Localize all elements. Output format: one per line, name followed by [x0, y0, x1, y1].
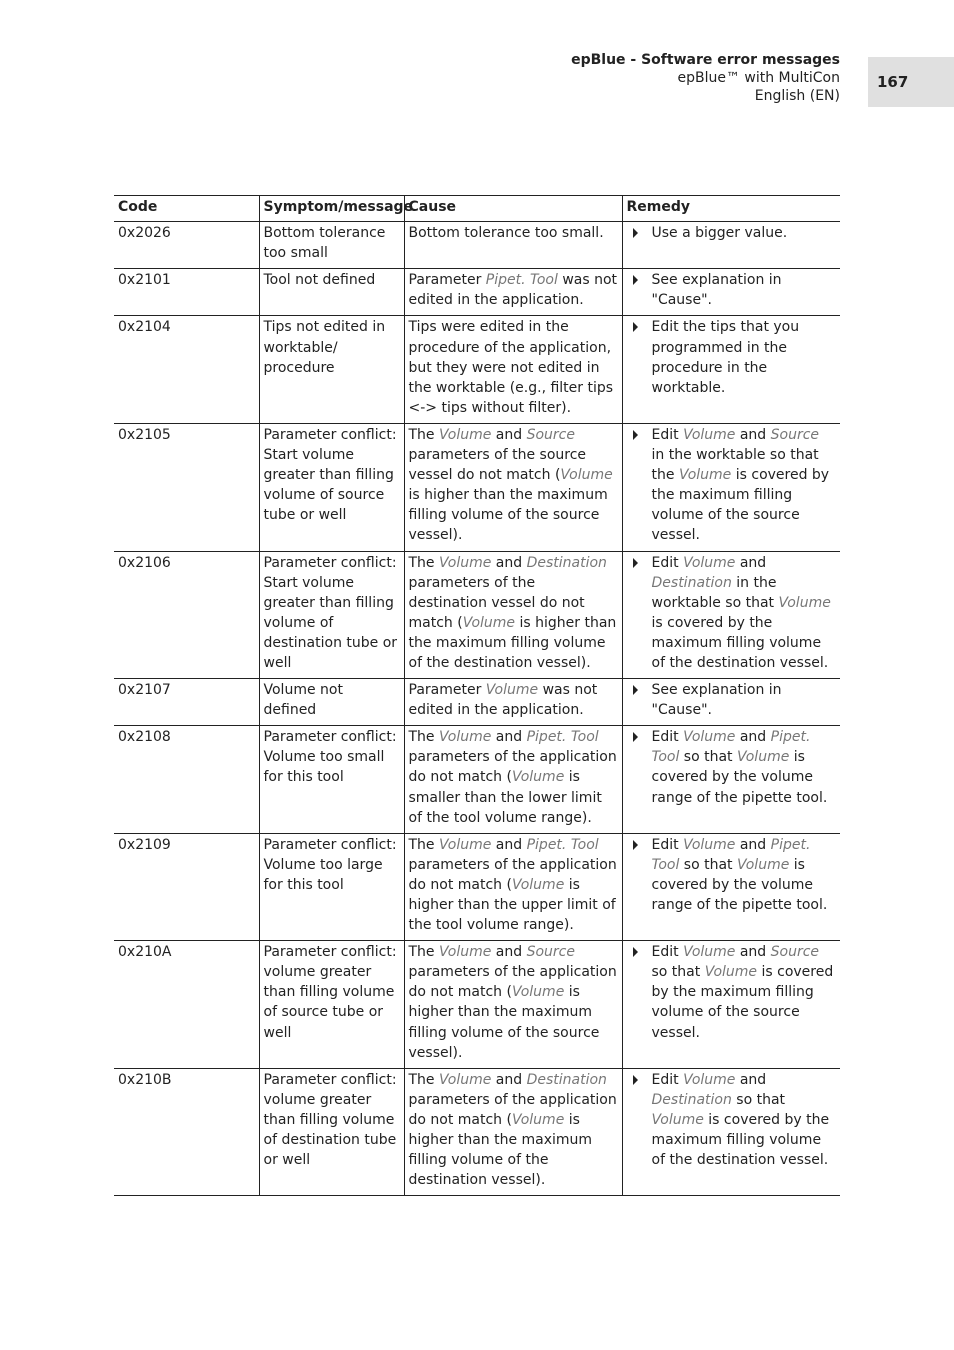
- remedy-text: [652, 553, 837, 674]
- triangle-right-icon: [633, 228, 638, 238]
- cause-text: [404, 423, 622, 551]
- parameter-term: Destination: [526, 554, 607, 571]
- parameter-term: Volume: [736, 749, 790, 766]
- parameter-term: Volume: [683, 1071, 736, 1088]
- remedy-cell: [622, 316, 840, 423]
- remedy-text: [652, 942, 837, 1042]
- column-header-remedy: Remedy: [622, 196, 840, 222]
- symptom-message: Bottom tolerance too small: [259, 222, 404, 269]
- symptom-message: Tips not edited in worktable/ procedure: [259, 316, 404, 423]
- remedy-step: [627, 270, 837, 310]
- remedy-step: [627, 835, 837, 915]
- column-header-code: Code: [114, 196, 259, 222]
- table-row: [114, 316, 840, 423]
- parameter-term: Volume: [683, 836, 736, 853]
- remedy-segment: Use a bigger value.: [651, 225, 788, 242]
- remedy-cell: [622, 941, 840, 1069]
- remedy-segment: is covered by the volume range of the pipette tool.: [651, 749, 828, 806]
- parameter-term: Volume: [678, 467, 732, 484]
- remedy-text: [652, 835, 837, 915]
- cause-text: [404, 941, 622, 1069]
- table-row: [114, 833, 840, 940]
- cause-segment: parameters of the application do not match (: [408, 856, 617, 893]
- remedy-step: [627, 425, 837, 546]
- parameter-term: Pipet. Tool: [526, 729, 599, 746]
- table-row: [114, 941, 840, 1069]
- page-header: [571, 51, 840, 105]
- remedy-segment: and: [735, 944, 771, 961]
- error-code: 0x2108: [114, 726, 259, 833]
- parameter-term: Pipet. Tool: [651, 729, 811, 766]
- remedy-segment: Edit the tips that you programmed in the procedure in the worktable.: [651, 319, 800, 396]
- error-code: 0x2105: [114, 423, 259, 551]
- remedy-segment: and: [735, 426, 771, 443]
- parameter-term: Pipet. Tool: [526, 836, 599, 853]
- triangle-right-icon: [633, 322, 638, 332]
- remedy-step: [627, 553, 837, 674]
- header-language: English (EN): [754, 88, 840, 104]
- cause-text: [404, 222, 622, 269]
- cause-text: [404, 269, 622, 316]
- cause-segment: The: [408, 944, 439, 961]
- cause-segment: and: [491, 1071, 527, 1088]
- remedy-step: [627, 942, 837, 1042]
- table-row: [114, 423, 840, 551]
- remedy-segment: is covered by the maximum filling volume of the source vessel.: [651, 964, 834, 1041]
- cause-text: [404, 316, 622, 423]
- header-title: epBlue - Software error messages: [571, 52, 840, 68]
- error-code: 0x2101: [114, 269, 259, 316]
- symptom-message: Parameter conflict: Volume too small for this tool: [259, 726, 404, 833]
- table-row: [114, 222, 840, 269]
- remedy-text: [652, 1070, 837, 1170]
- parameter-term: Source: [770, 426, 820, 443]
- remedy-cell: [622, 1068, 840, 1196]
- remedy-step: [627, 1070, 837, 1170]
- remedy-segment: so that: [679, 856, 737, 873]
- parameter-term: Source: [526, 426, 575, 443]
- parameter-term: Volume: [439, 729, 492, 746]
- remedy-segment: is covered by the volume range of the pipette tool.: [651, 856, 828, 913]
- cause-segment: The: [408, 836, 439, 853]
- remedy-segment: is covered by the maximum filling volume of the destination vessel.: [651, 1111, 830, 1169]
- cause-segment: and: [491, 836, 527, 853]
- parameter-term: Volume: [704, 964, 758, 981]
- parameter-term: Volume: [485, 682, 539, 699]
- cause-segment: was not edited in the application.: [408, 682, 598, 719]
- parameter-term: Volume: [511, 1111, 565, 1128]
- cause-segment: and: [491, 944, 527, 961]
- parameter-term: Pipet. Tool: [485, 272, 558, 289]
- remedy-segment: in the worktable so that the: [651, 447, 819, 484]
- parameter-term: Volume: [651, 1111, 704, 1128]
- remedy-segment: and: [735, 729, 771, 746]
- remedy-segment: Edit: [651, 1071, 684, 1088]
- error-code: 0x2106: [114, 551, 259, 679]
- cause-segment: parameters of the destination vessel do not match (: [408, 574, 585, 631]
- column-header-symptom: Symptom/message: [259, 196, 404, 222]
- remedy-segment: is covered by the maximum filling volume of the destination vessel.: [651, 614, 829, 671]
- cause-segment: and: [491, 554, 527, 571]
- parameter-term: Volume: [778, 594, 831, 611]
- parameter-term: Pipet. Tool: [651, 836, 811, 873]
- remedy-segment: is covered by the maximum filling volume of the source vessel.: [651, 467, 830, 544]
- symptom-message: Parameter conflict: Start volume greater than filling volume of source tube or well: [259, 423, 404, 551]
- cause-segment: The: [408, 729, 439, 746]
- remedy-segment: Edit: [651, 554, 684, 571]
- parameter-term: Volume: [511, 984, 565, 1001]
- symptom-message: Parameter conflict: Start volume greater than filling volume of destination tube or well: [259, 551, 404, 679]
- cause-segment: parameters of the application do not match (: [408, 964, 617, 1001]
- remedy-segment: so that: [679, 749, 737, 766]
- cause-segment: parameters of the application do not match (: [408, 1091, 617, 1128]
- parameter-term: Source: [770, 944, 820, 961]
- error-code: 0x2107: [114, 679, 259, 726]
- page-number: 167: [877, 73, 909, 91]
- cause-text: [404, 679, 622, 726]
- cause-segment: Parameter: [408, 682, 486, 699]
- remedy-segment: See explanation in "Cause".: [651, 682, 782, 719]
- remedy-step: [627, 727, 837, 807]
- parameter-term: Volume: [511, 769, 565, 786]
- cause-text: [404, 726, 622, 833]
- error-code: 0x210A: [114, 941, 259, 1069]
- remedy-segment: in the worktable so that: [651, 574, 779, 611]
- symptom-message: Parameter conflict: volume greater than filling volume of source tube or well: [259, 941, 404, 1069]
- triangle-right-icon: [633, 275, 638, 285]
- parameter-term: Volume: [439, 944, 492, 961]
- remedy-step: [627, 223, 837, 243]
- symptom-message: Tool not defined: [259, 269, 404, 316]
- parameter-term: Destination: [651, 1091, 732, 1108]
- remedy-cell: [622, 423, 840, 551]
- remedy-segment: Edit: [651, 944, 684, 961]
- remedy-segment: Edit: [651, 836, 684, 853]
- error-code: 0x2109: [114, 833, 259, 940]
- table-header-row: [114, 196, 840, 222]
- cause-segment: and: [491, 729, 527, 746]
- parameter-term: Volume: [439, 426, 492, 443]
- parameter-term: Destination: [526, 1071, 607, 1088]
- remedy-step: [627, 317, 837, 397]
- parameter-term: Volume: [439, 1071, 492, 1088]
- remedy-segment: and: [735, 1071, 767, 1088]
- error-code: 0x2104: [114, 316, 259, 423]
- remedy-text: [652, 270, 837, 310]
- cause-segment: Bottom tolerance too small.: [408, 225, 604, 242]
- remedy-cell: [622, 551, 840, 679]
- remedy-segment: and: [735, 554, 767, 571]
- remedy-text: [652, 680, 837, 720]
- parameter-term: Volume: [683, 426, 736, 443]
- triangle-right-icon: [633, 685, 638, 695]
- remedy-segment: and: [735, 836, 771, 853]
- cause-segment: is smaller than the lower limit of the tool volume range).: [408, 769, 602, 826]
- triangle-right-icon: [633, 1075, 638, 1085]
- remedy-segment: See explanation in "Cause".: [651, 272, 782, 309]
- cause-segment: is higher than the upper limit of the tool volume range).: [408, 876, 616, 934]
- remedy-cell: [622, 269, 840, 316]
- cause-segment: is higher than the maximum filling volume of the destination vessel).: [408, 614, 617, 671]
- triangle-right-icon: [633, 840, 638, 850]
- cause-segment: and: [491, 426, 527, 443]
- remedy-cell: [622, 833, 840, 940]
- cause-segment: is higher than the maximum filling volume of the source vessel).: [408, 984, 600, 1061]
- parameter-term: Volume: [511, 876, 565, 893]
- remedy-segment: Edit: [651, 426, 684, 443]
- table-body: [114, 222, 840, 1196]
- table-row: [114, 269, 840, 316]
- remedy-cell: [622, 222, 840, 269]
- cause-segment: Tips were edited in the procedure of the application, but they were not edited in the worktable (e.g., filter tips <-> tips without filter).: [408, 319, 614, 416]
- cause-segment: The: [408, 554, 439, 571]
- remedy-segment: so that: [651, 964, 705, 981]
- triangle-right-icon: [633, 430, 638, 440]
- cause-segment: Parameter: [408, 272, 486, 289]
- table-row: [114, 679, 840, 726]
- remedy-segment: Edit: [651, 729, 684, 746]
- parameter-term: Volume: [683, 729, 736, 746]
- symptom-message: Volume not defined: [259, 679, 404, 726]
- parameter-term: Volume: [462, 614, 516, 631]
- error-messages-table: [114, 195, 840, 1196]
- header-subtitle: epBlue™ with MultiCon: [677, 70, 840, 86]
- triangle-right-icon: [633, 947, 638, 957]
- remedy-text: [652, 223, 837, 243]
- symptom-message: Parameter conflict: Volume too large for this tool: [259, 833, 404, 940]
- remedy-text: [652, 727, 837, 807]
- triangle-right-icon: [633, 558, 638, 568]
- remedy-cell: [622, 679, 840, 726]
- symptom-message: Parameter conflict: volume greater than filling volume of destination tube or well: [259, 1068, 404, 1196]
- cause-segment: parameters of the source vessel do not match (: [408, 447, 587, 484]
- parameter-term: Volume: [560, 467, 613, 484]
- remedy-segment: so that: [731, 1091, 786, 1108]
- table-row: [114, 1068, 840, 1196]
- cause-segment: The: [408, 426, 439, 443]
- parameter-term: Source: [526, 944, 575, 961]
- table-row: [114, 726, 840, 833]
- cause-segment: was not edited in the application.: [408, 272, 618, 309]
- page-number-box: [868, 57, 954, 107]
- remedy-text: [652, 425, 837, 546]
- remedy-step: [627, 680, 837, 720]
- remedy-text: [652, 317, 837, 397]
- cause-segment: The: [408, 1071, 439, 1088]
- table-row: [114, 551, 840, 679]
- column-header-cause: Cause: [404, 196, 622, 222]
- parameter-term: Volume: [683, 944, 736, 961]
- error-code: 0x2026: [114, 222, 259, 269]
- cause-segment: is higher than the maximum filling volume of the destination vessel).: [408, 1111, 593, 1189]
- cause-segment: parameters of the application do not match (: [408, 749, 617, 786]
- parameter-term: Volume: [439, 554, 492, 571]
- triangle-right-icon: [633, 732, 638, 742]
- cause-segment: is higher than the maximum filling volume of the source vessel).: [408, 487, 608, 544]
- parameter-term: Destination: [651, 574, 732, 591]
- error-code: 0x210B: [114, 1068, 259, 1196]
- remedy-cell: [622, 726, 840, 833]
- parameter-term: Volume: [683, 554, 736, 571]
- parameter-term: Volume: [736, 856, 790, 873]
- cause-text: [404, 833, 622, 940]
- parameter-term: Volume: [439, 836, 492, 853]
- cause-text: [404, 551, 622, 679]
- cause-text: [404, 1068, 622, 1196]
